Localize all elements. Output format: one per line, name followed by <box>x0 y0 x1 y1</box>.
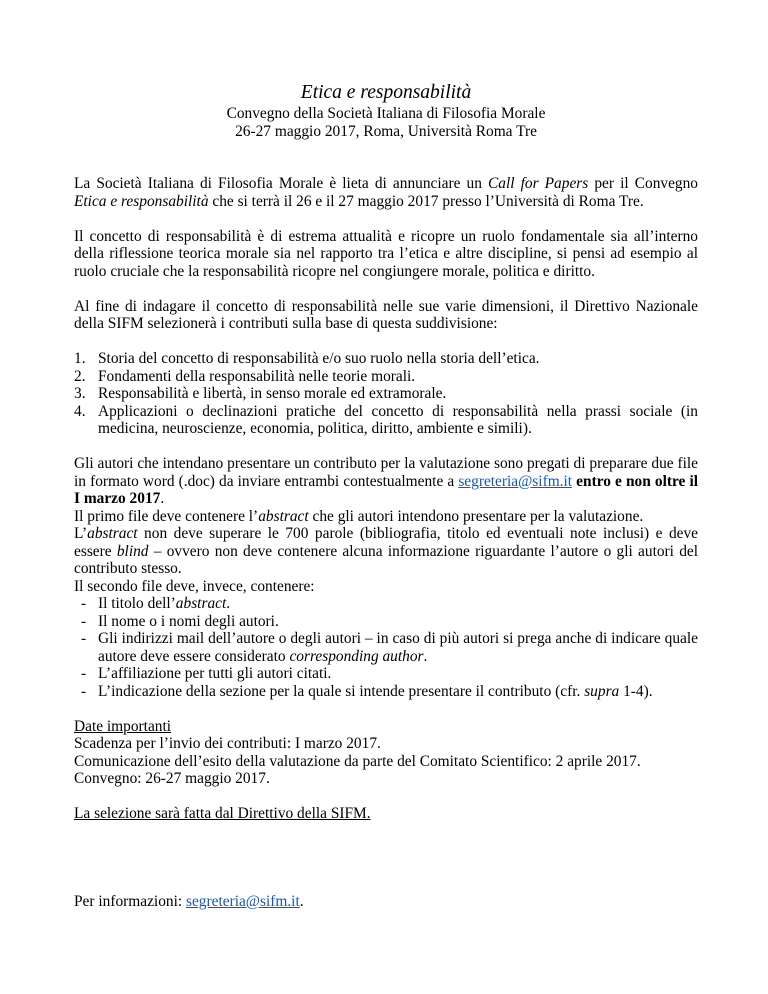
second-file-list <box>74 595 698 700</box>
selection-note: La selezione sarà fatta dal Direttivo della SIFM. <box>74 805 371 822</box>
dates-heading: Date importanti <box>74 717 172 735</box>
list-item: 2. Fondamenti della responsabilità nelle teorie morali. <box>74 367 416 385</box>
date-place-line: 26-27 maggio 2017, Roma, Università Roma Tre <box>235 122 537 140</box>
list-item: 1. Storia del concetto di responsabilità e/o suo ruolo nella storia dell’etica. <box>74 350 540 367</box>
intro-paragraph: La Società Italiana di Filosofia Morale è lieta di annunciare un Call for Papers per il Convegno Etica e responsabilità che si terrà il 26 e il 27 maggio 2017 presso l’Università di Roma Tre. <box>74 175 699 210</box>
second-file-paragraph: Il secondo file deve, invece, contenere: <box>74 577 315 595</box>
document-subtitle: Convegno della Società Italiana di Filosofia Morale <box>226 105 546 122</box>
date-line-conference: Convegno: 26-27 maggio 2017. <box>74 770 270 787</box>
list-item: - Gli indirizzi mail dell’autore o degli autori – in caso di più autori si prega anche di indicare quale autore deve essere considerato corresponding author. <box>81 630 698 665</box>
abstract-limit-paragraph: L’abstract non deve superare le 700 parole (bibliografia, titolo ed eventuali note inclusi) e deve essere blind – ovvero non deve contenere alcuna informazione riguardante l’autore o gli autori del contributo stesso. <box>74 525 698 577</box>
list-item: 3. Responsabilità e libertà, in senso morale ed extramorale. <box>74 385 447 402</box>
contact-email-link[interactable]: segreteria@sifm.it <box>185 892 300 910</box>
selection-intro-paragraph: Al fine di indagare il concetto di responsabilità nelle sue varie dimensioni, il Direttivo Nazionale della SIFM selezionerà i contributi sulla base di questa suddivisione: <box>74 297 698 332</box>
list-item: - L’indicazione della sezione per la quale si intende presentare il contributo (cfr. supra 1-4). <box>81 682 653 700</box>
deadline-emphasis: entro e non oltre il I marzo 2017 <box>74 472 699 507</box>
list-item: - Il titolo dell’abstract. <box>81 595 231 612</box>
list-item: - Il nome o i nomi degli autori. <box>81 612 279 630</box>
date-line-notification: Comunicazione dell’esito della valutazione da parte del Comitato Scientifico: 2 aprile 2017. <box>74 752 641 770</box>
first-file-paragraph: Il primo file deve contenere l’abstract che gli autori intendono presentare per la valutazione. <box>74 507 644 525</box>
conference-name: Etica e responsabilità <box>74 192 209 210</box>
sections-list <box>74 350 698 438</box>
list-item: - L’affiliazione per tutti gli autori citati. <box>81 665 332 682</box>
cfp-emphasis: Call for Papers <box>488 175 589 192</box>
document-page <box>74 82 698 910</box>
concept-paragraph: Il concetto di responsabilità è di estrema attualità e ricopre un ruolo fondamentale sia all’interno della riflessione teorica morale sia nel rapporto tra l’etica e altre discipline, si pensi ad esempio al ruolo cruciale che la responsabilità ricopre nel congiungere morale, politica e diritto. <box>74 227 698 280</box>
date-line-deadline: Scadenza per l’invio dei contributi: I marzo 2017. <box>74 735 381 752</box>
list-item: 4. Applicazioni o declinazioni pratiche del concetto di responsabilità nella prassi sociale (in medicina, neuroscienze, economia, politica, diritto, ambiente e simili). <box>74 402 698 437</box>
contact-line: Per informazioni: segreteria@sifm.it. <box>74 892 304 910</box>
submission-paragraph: Gli autori che intendano presentare un contributo per la valutazione sono pregati di preparare due file in formato word (.doc) da inviare entrambi contestualmente a segreteria@sifm.it entro e non oltre il I marzo 2017. <box>74 455 699 507</box>
email-link[interactable]: segreteria@sifm.it <box>458 472 573 490</box>
document-title: Etica e responsabilità <box>300 82 472 103</box>
